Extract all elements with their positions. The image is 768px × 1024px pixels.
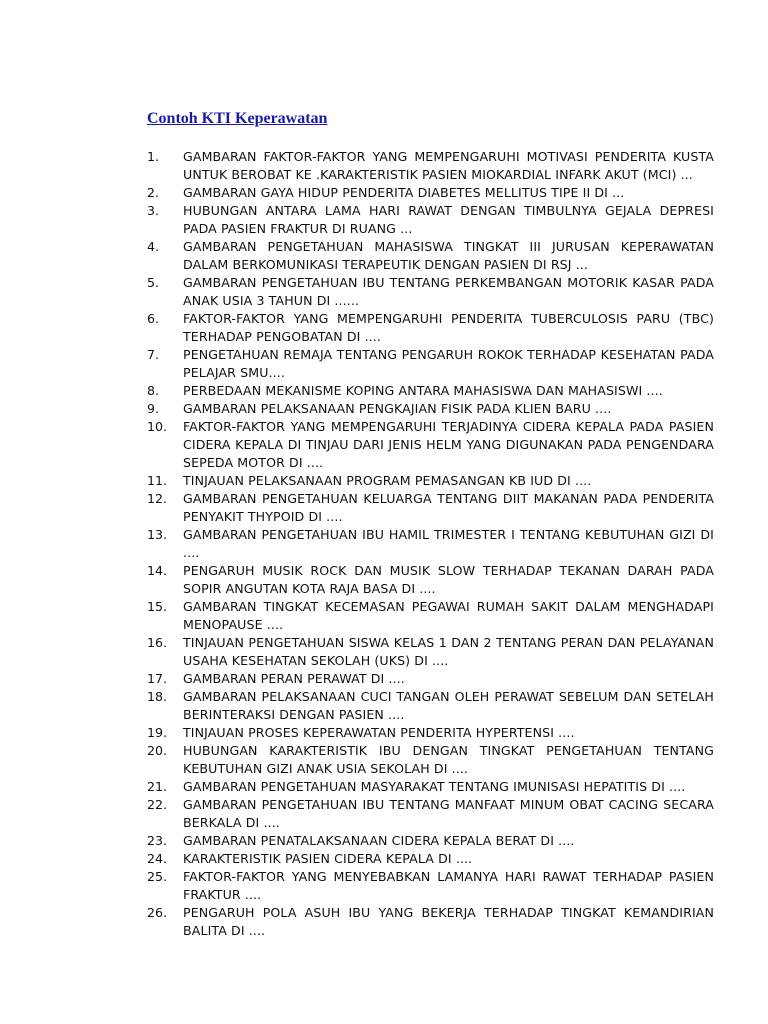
item-text: FAKTOR-FAKTOR YANG MENYEBABKAN LAMANYA HARI RAWAT TERHADAP PASIEN FRAKTUR .... xyxy=(183,869,714,902)
item-text: GAMBARAN FAKTOR-FAKTOR YANG MEMPENGARUHI MOTIVASI PENDERITA KUSTA UNTUK BEROBAT KE .KARAKTERISTIK PASIEN MIOKARDIAL INFARK AKUT (MCI) ... xyxy=(183,149,714,182)
item-text: GAMBARAN PELAKSANAAN PENGKAJIAN FISIK PADA KLIEN BARU .... xyxy=(183,401,612,416)
item-text: GAMBARAN GAYA HIDUP PENDERITA DIABETES MELLITUS TIPE II DI ... xyxy=(183,185,625,200)
item-number: 20. xyxy=(147,743,168,758)
item-text: GAMBARAN PENGETAHUAN IBU TENTANG MANFAAT MINUM OBAT CACING SECARA BERKALA DI .... xyxy=(183,797,714,830)
list-item xyxy=(147,904,714,940)
list-item xyxy=(147,670,714,688)
item-text: GAMBARAN PENATALAKSANAAN CIDERA KEPALA BERAT DI .... xyxy=(183,833,575,848)
list-item xyxy=(147,274,714,310)
list-item xyxy=(147,562,714,598)
item-text: PERBEDAAN MEKANISME KOPING ANTARA MAHASISWA DAN MAHASISWI .... xyxy=(183,383,663,398)
list-item xyxy=(147,148,714,184)
item-text: TINJAUAN PENGETAHUAN SISWA KELAS 1 DAN 2 TENTANG PERAN DAN PELAYANAN USAHA KESEHATAN SEKOLAH (UKS) DI .... xyxy=(183,635,714,668)
item-text: GAMBARAN PELAKSANAAN CUCI TANGAN OLEH PERAWAT SEBELUM DAN SETELAH BERINTERAKSI DENGAN PASIEN .... xyxy=(183,689,714,722)
item-number: 2. xyxy=(147,185,160,200)
list-item xyxy=(147,400,714,418)
list-item xyxy=(147,634,714,670)
item-text: TINJAUAN PELAKSANAAN PROGRAM PEMASANGAN KB IUD DI .... xyxy=(183,473,592,488)
list-item xyxy=(147,724,714,742)
item-number: 8. xyxy=(147,383,160,398)
list-item xyxy=(147,418,714,472)
list-item xyxy=(147,202,714,238)
item-number: 5. xyxy=(147,275,160,290)
item-text: PENGARUH MUSIK ROCK DAN MUSIK SLOW TERHADAP TEKANAN DARAH PADA SOPIR ANGUTAN KOTA RAJA BASA DI .... xyxy=(183,563,714,596)
item-number: 18. xyxy=(147,689,168,704)
list-item xyxy=(147,688,714,724)
item-text: GAMBARAN PENGETAHUAN MASYARAKAT TENTANG IMUNISASI HEPATITIS DI .... xyxy=(183,779,686,794)
list-item xyxy=(147,850,714,868)
item-text: GAMBARAN PENGETAHUAN IBU TENTANG PERKEMBANGAN MOTORIK KASAR PADA ANAK USIA 3 TAHUN DI ...... xyxy=(183,275,714,308)
item-text: PENGARUH POLA ASUH IBU YANG BEKERJA TERHADAP TINGKAT KEMANDIRIAN BALITA DI .... xyxy=(183,905,714,938)
item-number: 4. xyxy=(147,239,160,254)
item-number: 19. xyxy=(147,725,168,740)
list-item xyxy=(147,184,714,202)
list-item xyxy=(147,868,714,904)
document-title-link[interactable]: Contoh KTI Keperawatan xyxy=(147,110,328,127)
list-item xyxy=(147,472,714,490)
list-item xyxy=(147,490,714,526)
item-number: 24. xyxy=(147,851,168,866)
item-number: 6. xyxy=(147,311,160,326)
item-text: HUBUNGAN ANTARA LAMA HARI RAWAT DENGAN TIMBULNYA GEJALA DEPRESI PADA PASIEN FRAKTUR DI RUANG ... xyxy=(183,203,714,236)
item-text: GAMBARAN TINGKAT KECEMASAN PEGAWAI RUMAH SAKIT DALAM MENGHADAPI MENOPAUSE .... xyxy=(183,599,714,632)
list-item xyxy=(147,742,714,778)
item-number: 22. xyxy=(147,797,168,812)
item-text: KARAKTERISTIK PASIEN CIDERA KEPALA DI .... xyxy=(183,851,473,866)
item-text: GAMBARAN PENGETAHUAN KELUARGA TENTANG DIIT MAKANAN PADA PENDERITA PENYAKIT THYPOID DI .... xyxy=(183,491,714,524)
item-number: 26. xyxy=(147,905,168,920)
item-number: 10. xyxy=(147,419,168,434)
item-number: 21. xyxy=(147,779,168,794)
list-item xyxy=(147,310,714,346)
item-text: TINJAUAN PROSES KEPERAWATAN PENDERITA HYPERTENSI .... xyxy=(183,725,575,740)
item-number: 25. xyxy=(147,869,168,884)
item-text: GAMBARAN PENGETAHUAN MAHASISWA TINGKAT III JURUSAN KEPERAWATAN DALAM BERKOMUNIKASI TERAPEUTIK DENGAN PASIEN DI RSJ ... xyxy=(183,239,714,272)
item-number: 16. xyxy=(147,635,168,650)
item-number: 9. xyxy=(147,401,160,416)
item-text: GAMBARAN PENGETAHUAN IBU HAMIL TRIMESTER I TENTANG KEBUTUHAN GIZI DI .... xyxy=(183,527,714,560)
item-number: 1. xyxy=(147,149,160,164)
item-text: PENGETAHUAN REMAJA TENTANG PENGARUH ROKOK TERHADAP KESEHATAN PADA PELAJAR SMU.... xyxy=(183,347,714,380)
item-text: HUBUNGAN KARAKTERISTIK IBU DENGAN TINGKAT PENGETAHUAN TENTANG KEBUTUHAN GIZI ANAK USIA SEKOLAH DI .... xyxy=(183,743,714,776)
item-number: 13. xyxy=(147,527,168,542)
list-item xyxy=(147,832,714,850)
list-item xyxy=(147,238,714,274)
item-text: FAKTOR-FAKTOR YANG MEMPENGARUHI PENDERITA TUBERCULOSIS PARU (TBC) TERHADAP PENGOBATAN DI .... xyxy=(183,311,714,344)
item-number: 12. xyxy=(147,491,168,506)
item-number: 17. xyxy=(147,671,168,686)
item-text: GAMBARAN PERAN PERAWAT DI .... xyxy=(183,671,405,686)
list-item xyxy=(147,598,714,634)
item-number: 11. xyxy=(147,473,168,488)
list-item xyxy=(147,346,714,382)
item-number: 7. xyxy=(147,347,160,362)
item-number: 23. xyxy=(147,833,168,848)
list-item xyxy=(147,526,714,562)
item-number: 14. xyxy=(147,563,168,578)
item-number: 15. xyxy=(147,599,168,614)
item-number: 3. xyxy=(147,203,160,218)
list-item xyxy=(147,382,714,400)
list-item xyxy=(147,778,714,796)
item-text: FAKTOR-FAKTOR YANG MEMPENGARUHI TERJADINYA CIDERA KEPALA PADA PASIEN CIDERA KEPALA DI TINJAU DARI JENIS HELM YANG DIGUNAKAN PADA PENGENDARA SEPEDA MOTOR DI .... xyxy=(183,419,714,470)
list-item xyxy=(147,796,714,832)
kti-title-list xyxy=(147,148,714,940)
